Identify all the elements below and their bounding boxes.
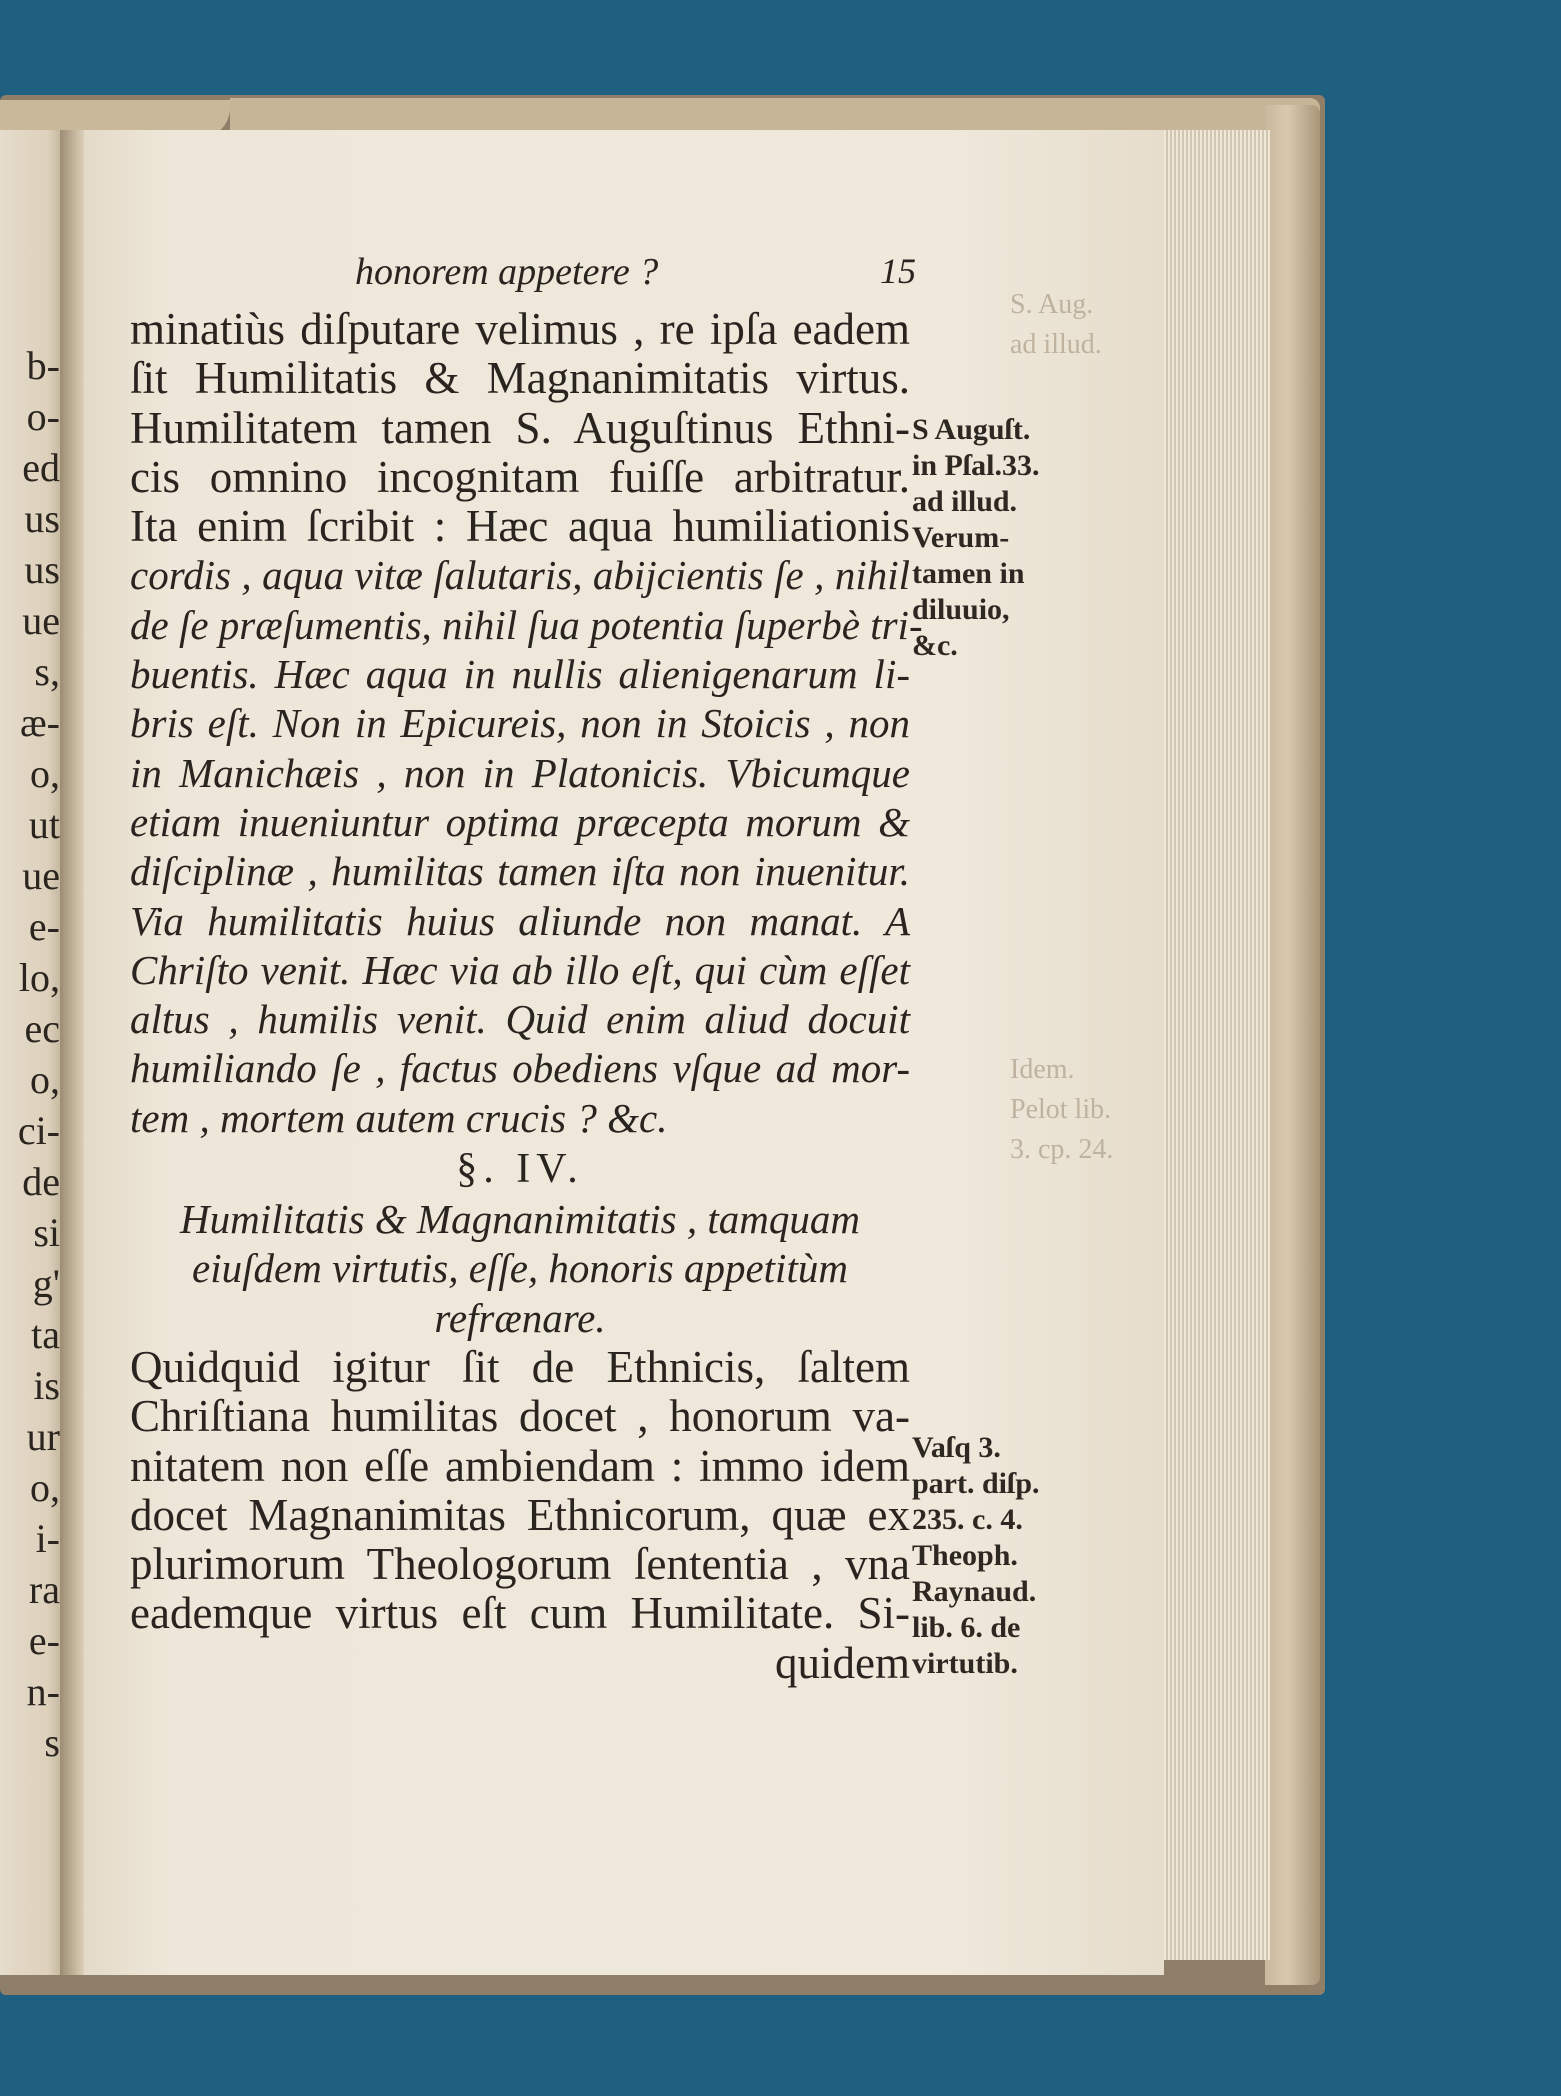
text-line: quidem: [775, 1637, 910, 1688]
text-line: buentis. Hæc aqua in nullis alienigenarum li-: [130, 651, 910, 698]
text-line: Chriſto venit. Hæc via ab illo eſt, qui cùm eſſet: [130, 946, 910, 993]
show-through-note-2: [1010, 1050, 1113, 1170]
left-page-fragment: o,: [30, 751, 60, 796]
left-page-fragment: ed: [22, 445, 60, 490]
show-through-line: ad illud.: [1010, 329, 1102, 360]
page-number: 15: [880, 251, 916, 291]
text-line: minatiùs diſputare velimus , re ipſa eadem: [130, 304, 910, 354]
text-line: humiliando ſe , factus obediens vſque ad mor-: [130, 1045, 910, 1092]
text-line: tem , mortem autem crucis ? &c.: [130, 1094, 668, 1141]
show-through-line: Pelot lib.: [1010, 1094, 1112, 1125]
left-page-fragment: ue: [22, 598, 60, 643]
text-line: Via humilitatis huius aliunde non manat. A: [130, 897, 910, 944]
text-line: etiam inueniuntur optima præcepta morum &: [130, 798, 910, 845]
show-through-line: S. Aug.: [1010, 289, 1094, 320]
cover-edge: [1265, 105, 1320, 1985]
text-line: Quidquid igitur ſit de Ethnicis, ſaltem: [130, 1341, 910, 1392]
page-block-edges: [1160, 130, 1270, 1960]
top-cover-edge: [230, 98, 1320, 134]
text-line: Chriſtiana humilitas docet , honorum va-: [130, 1391, 910, 1442]
left-page-fragment: us: [24, 547, 60, 592]
margin-note-line: part. diſp.: [912, 1467, 1040, 1500]
margin-note-line: Theoph.: [912, 1539, 1018, 1572]
margin-note-line: Verum-: [912, 521, 1010, 554]
left-page-fragment: ta: [31, 1312, 60, 1357]
text-line: eademque virtus eſt cum Humilitate. Si-: [130, 1588, 910, 1639]
left-page-fragment: ec: [24, 1006, 60, 1051]
left-page-fragment: ra: [28, 1567, 60, 1612]
running-head: honorem appetere ?: [355, 251, 659, 293]
text-line: de ſe præſumentis, nihil ſua potentia ſuperbè tri-: [130, 601, 923, 648]
text-line: bris eſt. Non in Epicureis, non in Stoicis , non: [130, 700, 910, 747]
left-page-fragment: e-: [28, 1618, 60, 1663]
text-line: refrænare.: [434, 1294, 606, 1341]
text-line: Humilitatis & Magnanimitatis , tamquam: [180, 1196, 860, 1243]
left-page-fragment: s,: [34, 649, 60, 694]
margin-note-line: in Pſal.33.: [912, 449, 1040, 482]
show-through-line: Idem.: [1010, 1054, 1075, 1085]
section-heading: §. IV.: [456, 1146, 584, 1193]
left-page-fragment: i-: [35, 1516, 60, 1561]
left-page: [0, 130, 68, 1975]
text-line: nitatem non eſſe ambiendam : immo idem: [130, 1440, 910, 1491]
left-page-fragment: ue: [22, 853, 60, 898]
left-page-fragment: si: [33, 1210, 60, 1255]
margin-note-augustine: [912, 412, 1040, 664]
margin-note-line: Vaſq 3.: [912, 1431, 1001, 1464]
left-page-fragment: o,: [30, 1057, 60, 1102]
margin-note-line: ad illud.: [912, 485, 1018, 518]
show-through-note-1: [1010, 285, 1102, 365]
text-line: Ita enim ſcribit : Hæc aqua humiliationis: [130, 501, 910, 552]
left-page-fragment: is: [33, 1363, 60, 1408]
text-line: cis omnino incognitam fuiſſe arbitratur.: [130, 451, 910, 502]
left-page-fragment: o-: [26, 394, 60, 439]
left-page-fragment: g': [32, 1261, 60, 1306]
margin-note-line: 235. c. 4.: [912, 1503, 1023, 1536]
text-line: plurimorum Theologorum ſententia , vna: [130, 1539, 910, 1590]
left-page-fragment: e-: [28, 904, 60, 949]
left-page-fragment: n-: [26, 1669, 60, 1714]
left-page-fragment: de: [22, 1159, 60, 1204]
margin-note-vasquez: [912, 1430, 1040, 1682]
left-page-fragment: b-: [26, 343, 60, 388]
margin-note-line: &c.: [912, 629, 958, 662]
text-line: in Manichæis , non in Platonicis. Vbicumque: [130, 749, 910, 796]
text-line: ſit Humilitatis & Magnanimitatis virtus.: [130, 353, 910, 404]
text-line: cordis , aqua vitæ ſalutaris, abijcientis ſe , nihil: [130, 552, 910, 599]
left-page-fragment: s: [44, 1720, 60, 1765]
text-line: eiuſdem virtutis, eſſe, honoris appetitùm: [192, 1245, 848, 1292]
margin-note-line: lib. 6. de: [912, 1611, 1021, 1644]
margin-note-line: virtutib.: [912, 1647, 1018, 1680]
margin-note-line: diluuio,: [912, 593, 1010, 626]
text-line: diſciplinæ , humilitas tamen iſta non inuenitur.: [130, 848, 910, 895]
margin-note-line: S Auguſt.: [912, 413, 1031, 446]
left-page-fragment: o,: [30, 1465, 60, 1510]
left-page-fragment: lo,: [18, 955, 60, 1000]
left-page-fragment: us: [24, 496, 60, 541]
margin-note-line: tamen in: [912, 557, 1025, 590]
margin-note-line: Raynaud.: [912, 1575, 1037, 1608]
left-page-fragment: ci-: [17, 1108, 60, 1153]
body-text: [130, 304, 923, 1688]
left-page-fragment: ut: [28, 802, 60, 847]
show-through-line: 3. cp. 24.: [1010, 1134, 1114, 1165]
left-page-fragment: æ-: [20, 700, 60, 745]
text-line: altus , humilis venit. Quid enim aliud docuit: [130, 996, 910, 1043]
text-line: docet Magnanimitas Ethnicorum, quæ ex: [130, 1489, 910, 1540]
left-page-fragment: ur: [26, 1414, 60, 1459]
text-line: Humilitatem tamen S. Auguſtinus Ethni-: [130, 402, 910, 453]
